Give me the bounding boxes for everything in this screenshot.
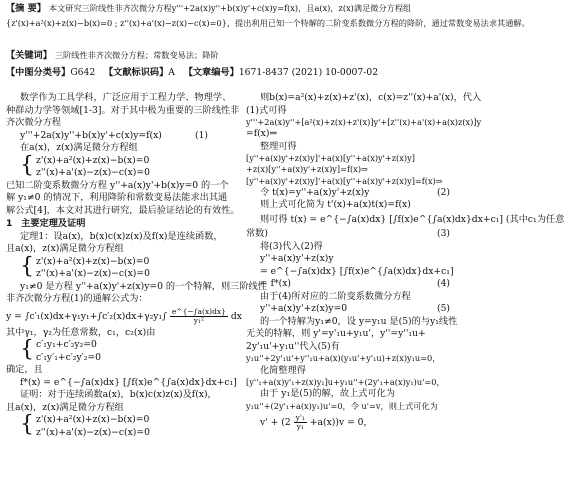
abstract-label: 【摘 要】: [6, 3, 46, 14]
equation-a: y'''+2a(x)y''+[a²(x)+z(x)+z'(x)]y'+[z''(x)+a'(x)+a(x)z(x)]y: [246, 117, 482, 128]
article-id-label: 【文章编号】: [183, 67, 239, 78]
solution-prefix: 则可得 t(x) = e^{−∫a(x)dx}: [260, 213, 387, 225]
equation-g-frac-den: y₁: [296, 421, 304, 431]
f-star-body: [∫f(x)e^{∫a(x)dx}dx+c₁]: [123, 376, 237, 388]
right-p1-line-2: (1)式可得: [246, 104, 287, 116]
known-line-4: 无关的特解，则 y'=y'₁u+y₁u'，y''=y''₁u+: [246, 328, 426, 340]
let-line: 令 t(x)=y''+a(x)y'+z(x)y: [260, 186, 370, 198]
proof-line-2: 且a(x)，z(x)满足微分方程组: [6, 401, 124, 413]
let-number: (2): [436, 186, 450, 198]
let-row: [246, 187, 470, 200]
system-4-line-1: z'(x)+a²(x)+z(x)−b(x)=0: [36, 414, 150, 426]
equation-e-body: [∫f(x)e^{∫a(x)dx}dx+c₁]: [339, 265, 454, 277]
equation-g: [246, 414, 470, 431]
known-line-8: [y''₁+a(x)y'₁+z(x)y₁]u+y₁u''+(2y'₁+a(x)y₁)u'=0，: [246, 377, 445, 388]
where-line: 其中γ₁，γ₂为任意常数，c₁，c₂(x)由: [6, 326, 156, 338]
equation-g-tail: +a(x))v = 0，: [309, 416, 373, 428]
equation-e: [246, 266, 470, 279]
theorem-line-2: 且a(x)，z(x)满足微分方程组: [6, 243, 124, 255]
known-line-3: 的一个特解为y₁≠0，设 y=y₁u 是(5)的与y₁线性: [260, 315, 458, 327]
equation-g-frac-num: y'₁: [295, 412, 305, 422]
keywords-block: [6, 50, 470, 63]
equation-1: [6, 130, 236, 143]
equation-f-row: [246, 278, 470, 291]
equation-d: y''+a(x)y'+z(x)y: [260, 253, 334, 265]
theorem2-line-2: 非齐次微分方程(1)的通解公式为：: [6, 293, 148, 305]
derive-line: 整理可得: [260, 140, 297, 152]
equation-a-cont: =f(x)⇒: [246, 128, 278, 140]
known-line-2: y''+a(x)y'+z(x)y=0: [260, 303, 348, 315]
general-solution-tail: dx: [230, 310, 242, 322]
solution-line: [246, 213, 564, 227]
abstract-line-2: {z'(x)+a²(x)+z(x)−b(x)=0 ; z''(x)+a'(x)−z(x)−c(x)=0}，提出利用已知一个特解的二阶变系数微分方程的降阶，通过常数变易法求其通解。: [6, 17, 530, 28]
known-line-10: y₁u''+(2y'₁+a(x)y₁)u'=0，令 u'=v，则上式可化为: [246, 400, 438, 411]
equation-b: [y''+a(x)y'+z(x)y]'+a(x)[y''+a(x)y'+z(x)y]: [246, 153, 415, 164]
known-line-1: 由于(4)所对应的二阶变系数微分方程: [260, 290, 411, 302]
theorem-line-1: 定理1：设a(x)，b(x)c(x)z(x)及f(x)是连续函数，: [20, 230, 223, 242]
doc-code-value: A: [168, 67, 175, 78]
classification-block: [6, 67, 470, 80]
general-solution-frac-num: e^{−∫a(x)dx}: [171, 306, 226, 316]
system-3-line-1: c′₁y₁+c′₂y₂=0: [36, 339, 97, 351]
system-1-line-2: z''(x)+a'(x)−z(x)−c(x)=0: [36, 167, 150, 179]
equation-b-cont: +z(x)[y''+a(x)y'+z(x)y]=f(x)⇒: [246, 164, 368, 175]
equation-g-head: v' + (2: [260, 416, 291, 428]
general-solution-frac-den: y₁²: [193, 315, 205, 325]
after-system-line-2: 解 y₁≠0 的情况下，利用降阶和常数变易法能求出其通: [6, 192, 228, 204]
simplify-line: 则上式可化简为 t'(x)+a(x)t(x)=f(x): [260, 199, 411, 211]
equation-c: [y''+a(x)y'+z(x)y]'+a(x)[y''+a(x)y'+z(x)y]=f(x)⇒: [246, 175, 443, 186]
section-heading: [6, 218, 236, 231]
abstract-line-1: 本文研究三阶线性非齐次微分方程y'''+2a(x)y''+b(x)y'+c(x)y=f(x)，且a(x)，z(x)满足微分方程组: [48, 3, 412, 13]
proof-line-1: 证明：对于连续函数a(x)，b(x)c(x)z(x)及f(x)，: [20, 389, 217, 401]
solution-note-2: 常数): [246, 228, 268, 240]
solution-note-row: [246, 228, 470, 241]
equation-e-prefix: = e^{−∫a(x)dx}: [260, 265, 337, 277]
right-column: [246, 92, 564, 431]
known-line-9: 由于 y₁是(5)的解，故上式可化为: [260, 388, 396, 400]
general-solution-body: y = ∫c′₁(x)dx+γ₁y₁+∫c′₂(x)dx+γ₂y₁∫: [6, 310, 167, 322]
article-id-value: 1671-8437 (2021) 10-0007-02: [238, 67, 379, 78]
system-3-line-2: c′₁y′₁+c′₂y′₂=0: [36, 351, 101, 363]
intro-line-3: 齐次微分方程: [6, 117, 62, 129]
equation-f-number: (4): [436, 278, 450, 290]
system-1: { z'(x)+a²(x)+z(x)−b(x)=0 z''(x)+a'(x)−z(x)−c(x)=0: [20, 152, 150, 179]
solution-body: [∫f(x)e^{∫a(x)dx}dx+c₁]: [389, 213, 503, 225]
general-solution: [6, 306, 242, 325]
keywords-text: 三阶线性非齐次微分方程；常数变易法；降阶: [54, 50, 219, 60]
equation-1-body: y'''+2a(x)y''+b(x)y'+c(x)y=f(x): [20, 129, 162, 141]
section-number: 1: [6, 218, 13, 230]
system-2-line-1: z'(x)+a²(x)+z(x)−b(x)=0: [36, 255, 150, 267]
system-3: { c′₁y₁+c′₂y₂=0 c′₁y′₁+c′₂y′₂=0: [20, 337, 101, 363]
condition-intro: 在a(x)，z(x)满足微分方程组: [20, 142, 138, 154]
keywords-label: 【关键词】: [6, 50, 52, 61]
equation-5-number: (5): [436, 303, 450, 315]
system-4: { z'(x)+a²(x)+z(x)−b(x)=0 z''(x)+a'(x)−z(x)−c(x)=0: [20, 412, 150, 438]
equation-1-number: (1): [194, 129, 208, 141]
known-line-5: 2y'₁u'+y₁u''代入(5)有: [246, 340, 340, 352]
equation-f: = f*(x): [260, 278, 291, 290]
clc-value: G642: [70, 67, 96, 78]
substitute-line: 将(3)代入(2)得: [260, 240, 323, 252]
system-2: { z'(x)+a²(x)+z(x)−b(x)=0 z''(x)+a'(x)−z(x)−c(x)=0: [20, 253, 150, 280]
known-line-7: 化简整理得: [260, 364, 306, 376]
theorem2-line-1: y₁≠0 是方程 y''+a(x)y'+z(x)y=0 的一个特解，则三阶线性: [20, 280, 267, 292]
f-star-prefix: f*(x) = e^{−∫a(x)dx}: [20, 376, 121, 388]
section-title: 主要定理及证明: [21, 218, 86, 230]
right-p1-line-1: 则b(x)=a²(x)+z(x)+z'(x)，c(x)=z''(x)+a'(x)，代入: [260, 92, 482, 103]
intro-line-2: 种群动力学等领域[1-3]。对于其中极为重要的三阶线性非: [6, 104, 240, 116]
after-system-line-1: 已知二阶变系数微分方程 y''+a(x)y'+b(x)y=0 的一个: [6, 179, 229, 191]
solution-note: (其中c₁为任意: [505, 213, 564, 225]
intro-line-1: 数学作为工具学科，广泛应用于工程力学、物理学、: [20, 92, 232, 103]
after-system-line-3: 解公式[4]，本文对其进行研究，最后验证结论的有效性。: [6, 204, 240, 216]
system-2-line-2: z''(x)+a'(x)−z(x)−c(x)=0: [36, 268, 150, 280]
determine-line: 确定，且: [6, 364, 43, 376]
equation-5-row: [246, 303, 470, 316]
doc-code-label: 【文献标识码】: [103, 67, 169, 78]
system-4-line-2: z''(x)+a'(x)−z(x)−c(x)=0: [36, 426, 150, 438]
known-line-6: y₁u''+2y'₁u'+y''₁u+a(x)(y₁u'+y'₁u)+z(x)y₁u=0，: [246, 353, 441, 364]
f-star-equation: [6, 377, 236, 390]
system-1-line-1: z'(x)+a²(x)+z(x)−b(x)=0: [36, 154, 150, 166]
clc-label: 【中图分类号】: [6, 67, 71, 78]
solution-number: (3): [436, 228, 450, 240]
abstract-block: [6, 3, 530, 29]
